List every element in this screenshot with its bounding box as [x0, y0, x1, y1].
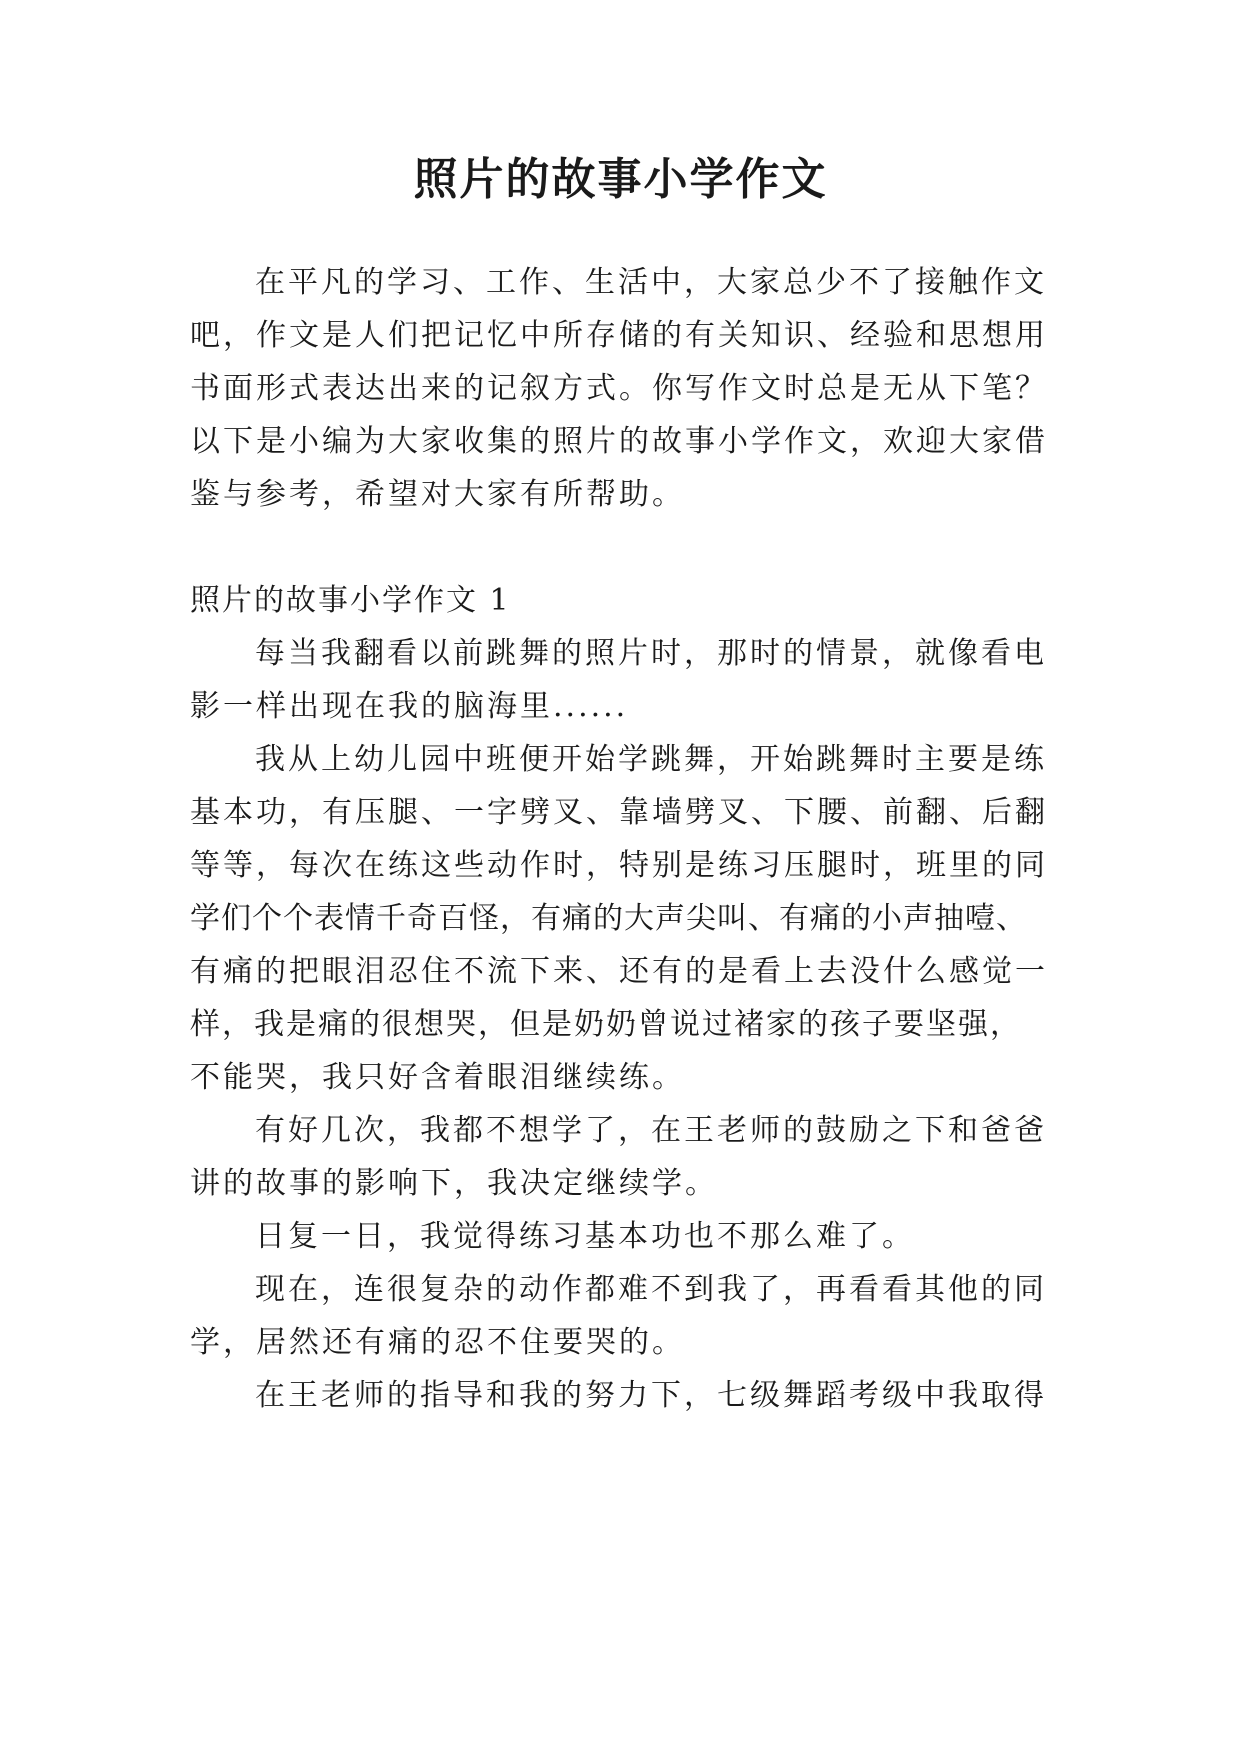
intro-line: 书面形式表达出来的记叙方式。你写作文时总是无从下笔？ — [190, 371, 1048, 406]
body-line: 学，居然还有痛的忍不住要哭的。 — [190, 1325, 685, 1360]
body-line: 现在，连很复杂的动作都难不到我了，再看看其他的同 — [255, 1272, 1047, 1307]
body-line: 影一样出现在我的脑海里...... — [190, 689, 629, 724]
intro-line: 鉴与参考，希望对大家有所帮助。 — [190, 477, 685, 512]
body-line: 学们个个表情千奇百怪，有痛的大声尖叫、有痛的小声抽噎、 — [190, 901, 1027, 936]
body-line: 在王老师的指导和我的努力下，七级舞蹈考级中我取得 — [255, 1378, 1047, 1413]
body-line: 每当我翻看以前跳舞的照片时，那时的情景，就像看电 — [255, 636, 1047, 671]
body-line: 有好几次，我都不想学了，在王老师的鼓励之下和爸爸 — [255, 1113, 1047, 1148]
body-line: 日复一日，我觉得练习基本功也不那么难了。 — [255, 1219, 915, 1254]
body-line: 基本功，有压腿、一字劈叉、靠墙劈叉、下腰、前翻、后翻 — [190, 795, 1048, 830]
body-line: 样，我是痛的很想哭，但是奶奶曾说过褚家的孩子要坚强， — [190, 1007, 1022, 1042]
intro-line: 吧，作文是人们把记忆中所存储的有关知识、经验和思想用 — [190, 318, 1048, 353]
body-line: 讲的故事的影响下，我决定继续学。 — [190, 1166, 718, 1201]
body-line: 有痛的把眼泪忍住不流下来、还有的是看上去没什么感觉一 — [190, 954, 1048, 989]
body-line: 不能哭，我只好含着眼泪继续练。 — [190, 1060, 685, 1095]
body-line: 等等，每次在练这些动作时，特别是练习压腿时，班里的同 — [190, 848, 1048, 883]
section-heading: 照片的故事小学作文 1 — [190, 583, 511, 618]
intro-line: 在平凡的学习、工作、生活中，大家总少不了接触作文 — [255, 265, 1047, 300]
intro-line: 以下是小编为大家收集的照片的故事小学作文，欢迎大家借 — [190, 424, 1048, 459]
body-line: 我从上幼儿园中班便开始学跳舞，开始跳舞时主要是练 — [255, 742, 1047, 777]
document-title: 照片的故事小学作文 — [413, 154, 828, 205]
